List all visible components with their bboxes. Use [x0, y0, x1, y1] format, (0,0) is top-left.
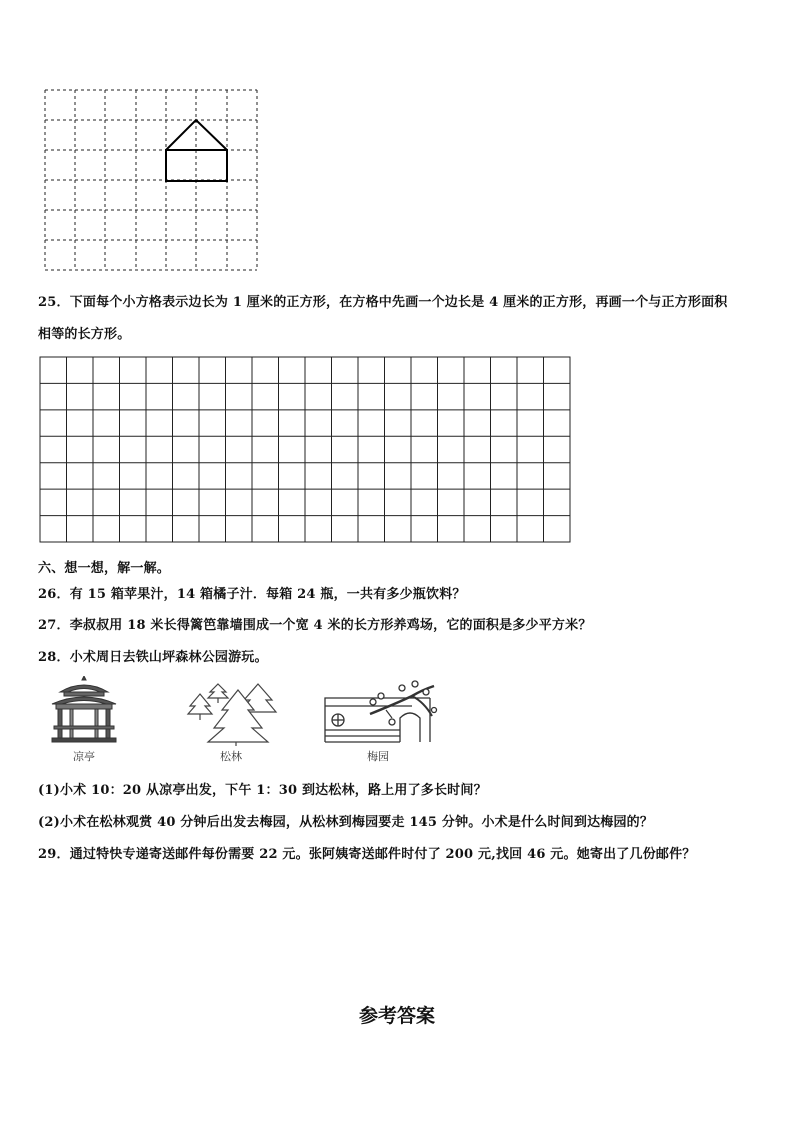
q25-line2: 相等的长方形。: [38, 327, 131, 342]
dashed-grid-with-house: [44, 89, 260, 273]
q28-text: 28．小术周日去铁山坪森林公园游玩。: [38, 650, 268, 665]
q27-text: 27．李叔叔用 18 米长得篱笆靠墙围成一个宽 4 米的长方形养鸡场，它的面积是多少平方米？: [38, 618, 592, 633]
pavilion-picture: [52, 676, 116, 742]
q26-text: 26．有 15 箱苹果汁，14 箱橘子汁．每箱 24 瓶，一共有多少瓶饮料？: [38, 587, 466, 602]
q28-pictures: [40, 676, 440, 763]
label-pavilion: 凉亭: [73, 750, 95, 763]
q29-text: 29．通过特快专递寄送邮件每份需要 22 元。张阿姨寄送邮件时付了 200 元,找回 46 元。她寄出了几份邮件？: [38, 847, 696, 862]
plum-garden-picture: [325, 681, 437, 742]
label-pine-forest: 松林: [220, 750, 242, 763]
house-figure: [166, 120, 227, 181]
q28-illustrations: [40, 676, 440, 746]
square-grid[interactable]: [39, 356, 573, 545]
q25-line1: 25．下面每个小方格表示边长为 1 厘米的正方形，在方格中先画一个边长是 4 厘米的正方形，再画一个与正方形面积: [38, 295, 728, 310]
section6-title: 六、想一想，解一解。: [38, 561, 171, 576]
q28-sub2: (2)小术在松林观赏 40 分钟后出发去梅园，从松林到梅园要走 145 分钟。小术是什么时间到达梅园的？: [38, 815, 654, 830]
pine-forest-picture: [188, 684, 276, 746]
label-plum-garden: 梅园: [367, 750, 389, 763]
answers-title: 参考答案: [358, 1005, 435, 1027]
q28-sub1: (1)小术 10：20 从凉亭出发，下午 1：30 到达松林，路上用了多长时间？: [38, 783, 487, 798]
